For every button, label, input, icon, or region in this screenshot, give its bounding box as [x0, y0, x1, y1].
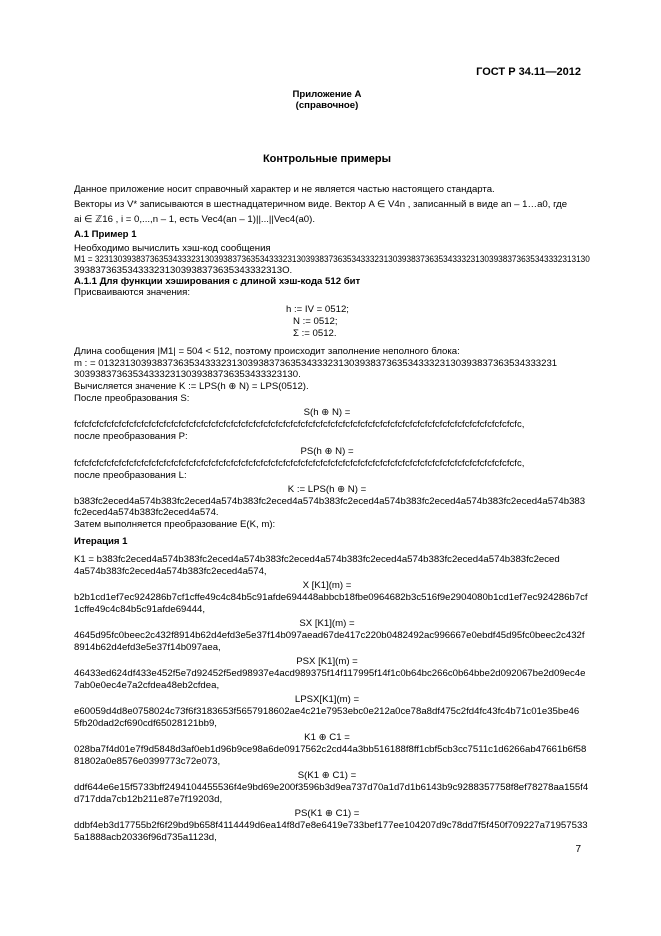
- k-result-line-2: fc2eced4a574b383fc2eced4a574.: [74, 507, 219, 518]
- equation-s-k-xor-c: S(K1 ⊕ C1) =: [297, 770, 357, 781]
- equation-n: N := 0512;: [293, 316, 338, 327]
- message-line-1: M1 = 323130393837363534333231303938373635343332313039383736353433323130393837363534333231303938373635343332313130: [74, 254, 590, 265]
- example-heading: А.1 Пример 1: [74, 229, 137, 240]
- then-e-text: Затем выполняется преобразование E(K, m):: [74, 519, 276, 530]
- x-result-line-1: b2b1cd1ef7ec924286b7cf1cffe49c4c84b5c91afde694448abbcb18fbe0964682b3c516f9e2904080b1cd1ef7ec924286b7cf: [74, 592, 588, 603]
- after-l-text: после преобразования L:: [74, 470, 187, 481]
- equation-ps-k-xor-c: PS(K1 ⊕ C1) =: [294, 808, 360, 819]
- section-title: Контрольные примеры: [262, 153, 392, 165]
- pskc-result-line-1: ddbf4eb3d17755b2f6f29bd9b658f4114449d6ea14f8d7e8e6419e733bef177ee104207d9c78dd7f5f450f709227a71957533: [74, 820, 588, 831]
- x-result-line-2: 1cffe49c4c84b5c91afde69444,: [74, 604, 206, 615]
- appendix-subtitle: (справочное): [295, 100, 359, 111]
- k1-line-1: K1 = b383fc2eced4a574b383fc2eced4a574b383fc2eced4a574b383fc2eced4a574b383fc2eced4a574b383fc2eced: [74, 554, 560, 565]
- example-text: Необходимо вычислить хэш-код сообщения: [74, 243, 271, 254]
- equation-s: S(h ⊕ N) =: [303, 407, 351, 418]
- skc-result-line-2: d717dda7cb12b211e87e7f19203d,: [74, 794, 223, 805]
- pskc-result-line-2: 5a1888acb20336f96d735a1123d,: [74, 832, 217, 843]
- padded-block-line-1: m : = 01323130393837363534333231303938373635343332313039383736353433323130393837363534333231: [74, 358, 558, 369]
- message-line-2: 393837363534333231303938373635343332313O.: [74, 265, 293, 276]
- equation-l: K := LPS(h ⊕ N) =: [287, 484, 367, 495]
- equation-h: h := IV = 0512;: [286, 304, 349, 315]
- intro-line-1: Данное приложение носит справочный характер и не является частью настоящего стандарта.: [74, 184, 495, 195]
- equation-lpsx: LPSX[K1](m) =: [294, 694, 360, 705]
- equation-k-xor-c: K1 ⊕ C1 =: [304, 732, 350, 743]
- iteration-heading: Итерация 1: [74, 536, 128, 547]
- after-s-text: После преобразования S:: [74, 393, 190, 404]
- subsection-heading: А.1.1 Для функции хэширования с длиной хэш-кода 512 бит: [74, 276, 361, 287]
- kc-result-line-1: 028ba7f4d01e7f9d5848d3af0eb1d96b9ce98a6de0917562c2cd44a3bb516188f8ff1cbf5cb3cc7511c1d6266ab47661b6f58: [74, 744, 587, 755]
- s-result: fcfcfcfcfcfcfcfcfcfcfcfcfcfcfcfcfcfcfcfcfcfcfcfcfcfcfcfcfcfcfcfcfcfcfcfcfcfcfcfcfcfcfcfcfcfcfcfcfcfcfcfcfcfcfcfcfcfcfcfc,: [74, 419, 525, 430]
- compute-k-text: Вычисляется значение K := LPS(h ⊕ N) = LPS(0512).: [74, 381, 309, 392]
- intro-line-3: ai ∈ ℤ16 , i = 0,...,n – 1, есть Vec4(an – 1)||...||Vec4(a0).: [74, 214, 315, 225]
- page-number: 7: [575, 844, 581, 855]
- document-header: ГОСТ Р 34.11—2012: [476, 66, 581, 78]
- assign-text: Присваиваются значения:: [74, 287, 190, 298]
- intro-line-2: Векторы из V* записываются в шестнадцатеричном виде. Вектор A ∈ V4n , записанный в виде an – 1…a0, где: [74, 199, 568, 210]
- lpsx-result-line-1: e60059d4d8e0758024c73f6f3183653f5657918602ae4c21e7953ebc0e212a0ce78a8df475c2fd4fc43fc4b71c01e35be46: [74, 706, 580, 717]
- skc-result-line-1: ddf644e6e15f5733bff2494104455536f4e9bd69e200f3596b3d9ea737d70a1d7d1b6143b9c9288357758f8ef78278aa155f4: [74, 782, 589, 793]
- k1-line-2: 4a574b383fc2eced4a574b383fc2eced4a574,: [74, 566, 267, 577]
- length-text: Длина сообщения |M1| = 504 < 512, поэтому происходит заполнение неполного блока:: [74, 346, 460, 357]
- kc-result-line-2: 81802a0e8576e0399773c72e073,: [74, 756, 221, 767]
- appendix-title: Приложение А: [292, 89, 362, 100]
- equation-psx: PSX [K1](m) =: [296, 656, 358, 667]
- lpsx-result-line-2: 5fb20dad2cf690cdf65028121bb9,: [74, 718, 217, 729]
- padded-block-line-2: 303938373635343332313039383736353433323130.: [74, 369, 301, 380]
- equation-sx: SX [K1](m) =: [299, 618, 355, 629]
- psx-result-line-1: 46433ed624df433e452f5e7d92452f5ed98937e4acd989375f14f117995f14f1c0b64bc266c0b64bbe2d092067be2d09ec4e: [74, 668, 586, 679]
- psx-result-line-2: 7ab0e0ec4e7a2cfdea48eb2cfdea,: [74, 680, 220, 691]
- k-result-line-1: b383fc2eced4a574b383fc2eced4a574b383fc2eced4a574b383fc2eced4a574b383fc2eced4a574b383fc2eced4a574b383: [74, 496, 586, 507]
- p-result: fcfcfcfcfcfcfcfcfcfcfcfcfcfcfcfcfcfcfcfcfcfcfcfcfcfcfcfcfcfcfcfcfcfcfcfcfcfcfcfcfcfcfcfcfcfcfcfcfcfcfcfcfcfcfcfcfcfcfcfc,: [74, 458, 525, 469]
- equation-p: PS(h ⊕ N) =: [300, 446, 354, 457]
- sx-result-line-2: 8914b62d4efd3e5e37f14b097aea,: [74, 642, 221, 653]
- sx-result-line-1: 4645d95fc0beec2c432f8914b62d4efd3e5e37f14b097aead67de417c220b0482492ac996667e0ebdf45d95fc0beec2c432f: [74, 630, 585, 641]
- equation-sigma: Σ := 0512.: [293, 328, 337, 339]
- after-p-text: после преобразования P:: [74, 431, 188, 442]
- equation-x: X [K1](m) =: [302, 580, 352, 591]
